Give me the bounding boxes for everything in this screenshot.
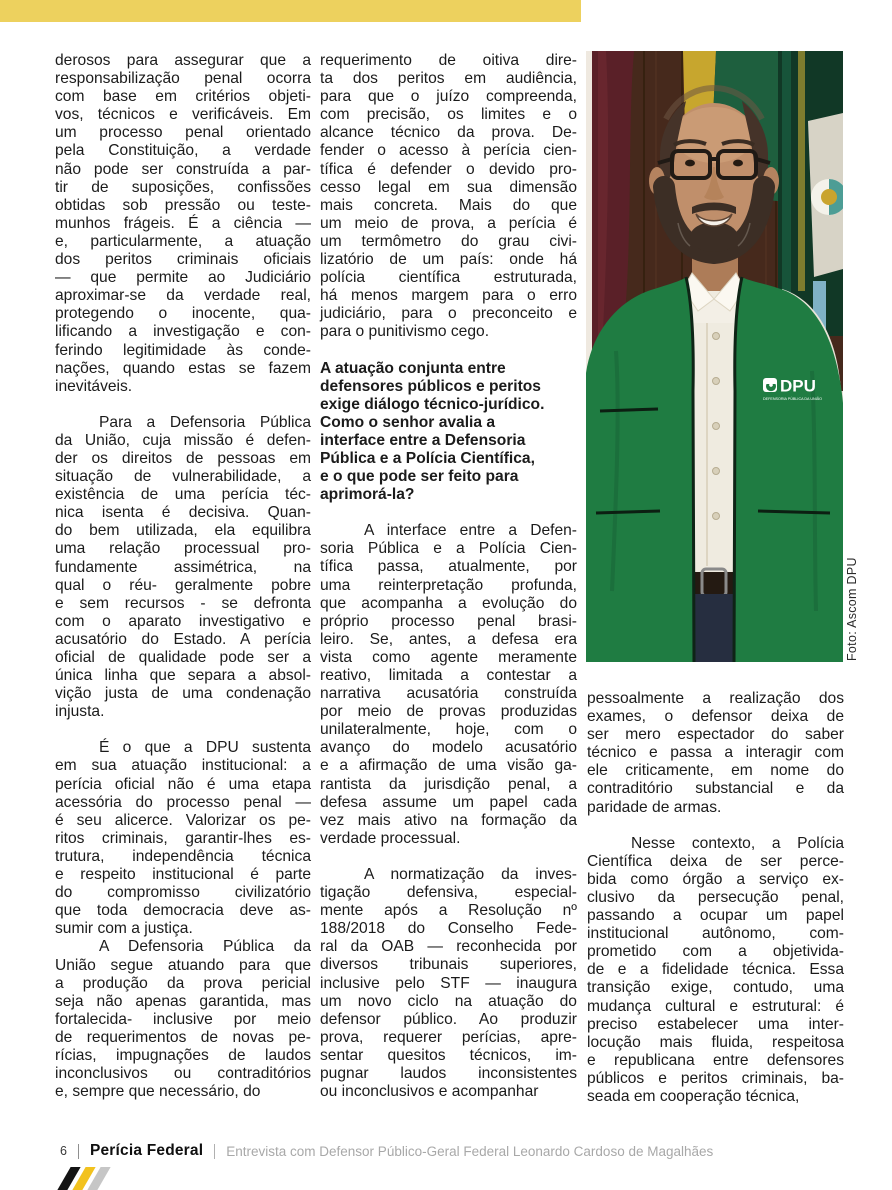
page-number: 6 <box>60 1144 67 1158</box>
text-line: pela Constituição, a verdade <box>55 142 311 160</box>
text-line: defesa assume um papel cada <box>320 793 577 811</box>
text-line: rícias, impugnações de laudos <box>55 1046 311 1064</box>
text-line: clusivo da persecução penal, <box>587 888 844 906</box>
text-line: e o que pode ser feito para <box>320 468 519 486</box>
text-line: por meio de provas produzidas <box>320 703 577 721</box>
text-line: avanço do modelo acusatório <box>320 739 577 757</box>
text-line: com precisão, os limites e o <box>320 106 577 124</box>
text-line: uma reinterpretação profunda, <box>320 576 577 594</box>
text-line: inclusive pelo STF — inaugura <box>320 974 577 992</box>
text-line: defensor público. Ao produzir <box>320 1010 577 1028</box>
text-line: ou inconclusivos e acompanhar <box>320 1083 539 1101</box>
text-line: qual o réu- geralmente pobre <box>55 576 311 594</box>
text-line: cesso legal em sua dimensão <box>320 178 577 196</box>
text-line: tigação defensiva, especial- <box>320 884 577 902</box>
text-line: que acompanha a evolução do <box>320 594 577 612</box>
text-line: fortalecida- inclusive por meio <box>55 1010 311 1028</box>
text-line: acessória do processo penal — <box>55 793 311 811</box>
text-line: — que permite ao Judiciário <box>55 269 311 287</box>
text-line: paridade de armas. <box>587 798 722 816</box>
text-line: injusta. <box>55 703 105 721</box>
text-line: de e a fidelidade técnica. Essa <box>587 961 844 979</box>
body-paragraph <box>320 522 577 848</box>
text-line: prova, requerer perícias, apre- <box>320 1028 577 1046</box>
text-line: e a afirmação de uma visão ga- <box>320 757 577 775</box>
text-line: e republicana entre defensores <box>587 1051 844 1069</box>
body-paragraph <box>55 52 311 396</box>
body-paragraph <box>55 938 311 1101</box>
body-paragraph <box>55 414 311 722</box>
text-line: protegendo o inocente, qua- <box>55 305 311 323</box>
text-line: para que o juízo compreenda, <box>320 88 577 106</box>
text-line: Pública e a Polícia Científica, <box>320 449 535 467</box>
text-line: pessoalmente a realização dos <box>587 690 844 707</box>
text-line: Científica deixa de ser perce- <box>587 852 844 870</box>
top-accent-bar <box>0 0 581 22</box>
text-line: A interface entre a Defen- <box>364 522 577 540</box>
text-line: transição exige, contudo, uma <box>587 979 844 997</box>
text-line: a produção da prova pericial <box>55 974 311 992</box>
text-line: lificando a investigação e con- <box>55 323 311 341</box>
text-line: exige diálogo técnico-jurídico. <box>320 395 545 413</box>
text-line: sumir com a justiça. <box>55 920 193 938</box>
body-paragraph <box>55 739 311 938</box>
text-line: derosos para assegurar que a <box>55 52 311 69</box>
footer <box>60 1141 713 1161</box>
body-paragraph <box>587 835 844 1106</box>
text-line: é seu alicerce. Valorizar os pe- <box>55 811 311 829</box>
magazine-logo-stripes <box>64 1167 104 1190</box>
text-column-2 <box>320 52 577 1101</box>
text-line: 188/2018 do Conselho Fede- <box>320 920 577 938</box>
dpu-logo-text: DPU <box>780 376 816 396</box>
text-line: acusatório do Estado. A perícia <box>55 630 311 648</box>
text-line: seada em cooperação técnica, <box>587 1087 800 1105</box>
text-line: um processo penal orientado <box>55 124 311 142</box>
dpu-vest-logo <box>763 377 822 402</box>
text-line: aprimorá-la? <box>320 486 415 504</box>
text-line: seja não apenas garantida, mas <box>55 992 311 1010</box>
text-line: sentar quesitos técnicos, im- <box>320 1046 577 1064</box>
text-line: munhos frágeis. É a ciência — <box>55 214 311 232</box>
text-line: requerimento de oitiva dire- <box>320 52 577 69</box>
text-line: unilateralmente, hoje, com o <box>320 721 577 739</box>
body-paragraph <box>587 690 844 817</box>
text-line: ta dos peritos em audiência, <box>320 70 577 88</box>
text-line: do compromisso civilizatório <box>55 884 311 902</box>
face <box>649 88 779 253</box>
text-column-3 <box>587 690 844 1106</box>
text-line: alcance técnico da prova. De- <box>320 124 577 142</box>
text-line: dos peritos criminais oficiais <box>55 251 311 269</box>
text-line: próprio processo penal brasi- <box>320 612 577 630</box>
text-line: com base em critérios objeti- <box>55 88 311 106</box>
text-line: rantista da jurisdição penal, a <box>320 775 577 793</box>
text-line: vista como agente meramente <box>320 648 577 666</box>
text-line: der os direitos de pessoas em <box>55 449 311 467</box>
text-line: diversos tribunais superiores, <box>320 956 577 974</box>
text-line: É o que a DPU sustenta <box>99 739 311 757</box>
text-line: passando a ocupar um papel <box>587 907 844 925</box>
lower-pocket <box>596 511 660 513</box>
text-line: do bem utilizada, ela equilibra <box>55 522 311 540</box>
text-line: judiciário, para o preconceito e <box>320 305 577 323</box>
text-line: aproximar-se da verdade real, <box>55 287 311 305</box>
text-line: perícia oficial não é uma etapa <box>55 775 311 793</box>
text-line: bida como órgão a serviço ex- <box>587 870 844 888</box>
text-line: inevitáveis. <box>55 377 133 395</box>
text-line: e respeito institucional é parte <box>55 866 311 884</box>
question-paragraph <box>320 360 577 505</box>
text-line: prometido com a objetivida- <box>587 943 844 961</box>
text-line: responsabilização penal ocorra <box>55 70 311 88</box>
body-paragraph <box>320 866 577 1101</box>
text-line: e, particularmente, a atuação <box>55 232 311 250</box>
lower-pocket <box>758 511 830 513</box>
text-line: institucional autônomo, com- <box>587 925 844 943</box>
text-line: Como o senhor avalia a <box>320 413 496 431</box>
text-line: tífica passa, atualmente, por <box>320 558 577 576</box>
article-title: Entrevista com Defensor Público-Geral Federal Leonardo Cardoso de Magalhães <box>226 1143 714 1159</box>
text-line: um novo ciclo na atuação do <box>320 992 577 1010</box>
photo-credit: Foto: Ascom DPU <box>845 557 859 661</box>
text-line: uma relação processual pro- <box>55 540 311 558</box>
text-line: fundamente assimétrica, na <box>55 558 311 576</box>
text-line: oficial de qualidade pode ser a <box>55 649 311 666</box>
text-line: para o punitivismo cego. <box>320 323 490 341</box>
text-line: e sem recursos - se defronta <box>55 594 311 612</box>
text-line: existência de uma perícia téc- <box>55 486 311 504</box>
text-line: Para a Defensoria Pública <box>99 413 311 431</box>
text-line: única linha que separa a absol- <box>55 667 311 685</box>
text-line: que toda democracia deve as- <box>55 902 311 920</box>
dpu-logo-subtext: DEFENSORIA PÚBLICA DA UNIÃO <box>763 397 823 401</box>
text-line: vos, técnicos e verificáveis. Em <box>55 106 311 124</box>
text-line: A atuação conjunta entre <box>320 359 506 377</box>
text-line: vez mais ativo na formação da <box>320 811 577 829</box>
text-line: União segue atuando para que <box>55 956 311 974</box>
text-line: com o aparato investigativo e <box>55 612 311 630</box>
text-line: um meio de prova, a perícia é <box>320 214 577 232</box>
text-line: trutura, independência técnica <box>55 847 311 865</box>
text-line: da União, cuja missão é defen- <box>55 431 311 449</box>
text-line: um termômetro do grau civi- <box>320 232 577 250</box>
text-line: nica isenta é decisiva. Quan- <box>55 504 311 522</box>
text-line: não pode ser construída a par- <box>55 160 311 178</box>
text-line: locução mais fluida, respeitosa <box>587 1033 844 1051</box>
text-line: A Defensoria Pública da <box>99 938 311 956</box>
text-line: ferindo legitimidade às conde- <box>55 341 311 359</box>
text-line: mente após a Resolução nº <box>320 902 577 920</box>
footer-divider <box>78 1144 79 1159</box>
text-line: polícia científica estruturada, <box>320 269 577 287</box>
text-line: mudança cultural e estrutural: é <box>587 997 844 1015</box>
text-line: nações, quando estas se fazem <box>55 359 311 377</box>
interviewee-photo <box>586 51 843 662</box>
text-line: reativo, limitada a contestar a <box>320 667 577 684</box>
text-line: inconclusivos ou contraditórios <box>55 1065 311 1083</box>
magazine-title: Perícia Federal <box>89 1142 204 1159</box>
text-line: verdade processual. <box>320 829 461 847</box>
text-line: obtidas sob pressão ou teste- <box>55 196 311 214</box>
text-line: contraditório substancial e da <box>587 780 844 798</box>
text-line: ser mero espectador do saber <box>587 726 844 744</box>
text-line: ral da OAB — reconhecida por <box>320 938 577 956</box>
text-line: lizatório de um país: onde há <box>320 251 577 269</box>
text-line: técnico e passa a interagir com <box>587 744 844 762</box>
text-line: em sua atuação institucional: a <box>55 757 311 775</box>
footer-divider <box>214 1144 215 1159</box>
text-line: pugnar laudos inconsistentes <box>320 1064 577 1082</box>
text-line: Nesse contexto, a Polícia <box>631 834 844 852</box>
text-line: defensores públicos e peritos <box>320 377 541 395</box>
text-line: preciso estabelecer uma inter- <box>587 1015 844 1033</box>
chest-pocket <box>600 409 658 411</box>
text-line: e, sempre que necessário, do <box>55 1083 261 1101</box>
text-line: ele criticamente, em nome do <box>587 762 844 780</box>
text-line: tir de suposições, confissões <box>55 178 311 196</box>
text-column-1 <box>55 52 311 1101</box>
text-line: exames, o defensor deixa de <box>587 708 844 726</box>
text-line: soria Pública e a Polícia Cien- <box>320 540 577 558</box>
text-line: de requerimentos de novas pe- <box>55 1028 311 1046</box>
body-paragraph <box>320 52 577 342</box>
text-line: públicos e peritos criminais, ba- <box>587 1069 844 1087</box>
text-line: narrativa acusatória construída <box>320 685 577 703</box>
text-line: há menos margem para o erro <box>320 287 577 305</box>
text-line: mais concreta. Mais do que <box>320 196 577 214</box>
text-line: leiro. Se, antes, a defesa era <box>320 630 577 648</box>
text-line: ritos criminais, garantir-lhes es- <box>55 829 311 847</box>
text-line: situação de vulnerabilidade, a <box>55 468 311 486</box>
text-line: vição justa de uma condenação <box>55 685 311 703</box>
text-line: A normatização da inves- <box>364 865 577 883</box>
text-line: interface entre a Defensoria <box>320 431 526 449</box>
text-line: tífica é defender o devido pro- <box>320 160 577 178</box>
text-line: fender o acesso à perícia cien- <box>320 142 577 160</box>
